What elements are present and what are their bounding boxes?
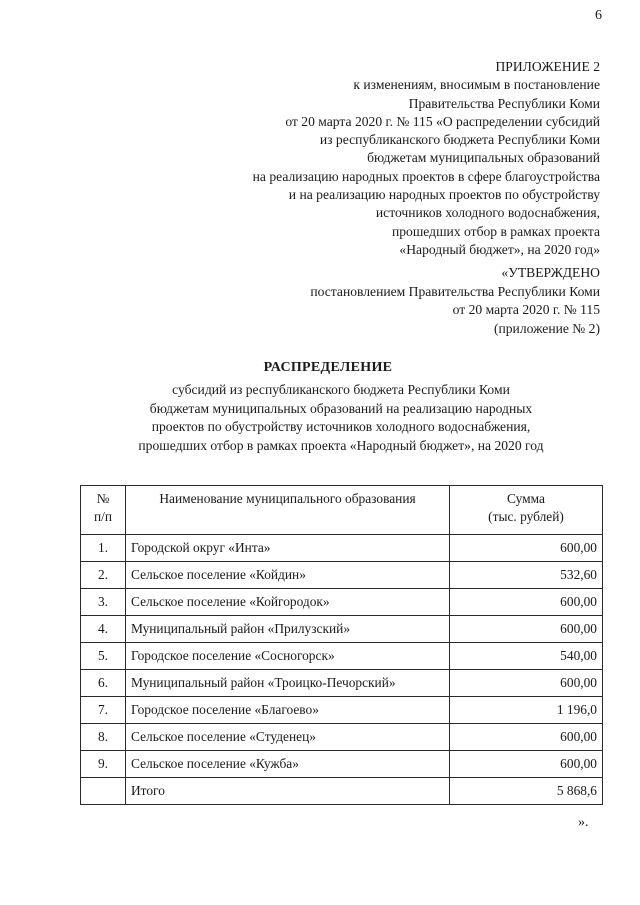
table-row	[81, 589, 603, 616]
appendix-header	[253, 58, 600, 259]
row-sum: 600,00	[450, 751, 603, 778]
row-name: Сельское поселение «Койдин»	[126, 562, 450, 589]
row-name: Городской округ «Инта»	[126, 535, 450, 562]
table-row	[81, 724, 603, 751]
table-row	[81, 535, 603, 562]
table-row	[81, 616, 603, 643]
subtitle-line: проектов по обустройству источников холодного водоснабжения,	[151, 419, 531, 435]
approved-line: от 20 марта 2020 г. № 115	[452, 302, 600, 318]
total-label: Итого	[126, 778, 450, 805]
row-number: 7.	[81, 697, 126, 724]
table-row	[81, 643, 603, 670]
appendix-line: бюджетам муниципальных образований	[367, 150, 600, 166]
row-sum: 600,00	[450, 670, 603, 697]
row-name: Городское поселение «Благоево»	[126, 697, 450, 724]
row-name: Городское поселение «Сосногорск»	[126, 643, 450, 670]
approved-line: (приложение № 2)	[493, 320, 600, 336]
appendix-line: от 20 марта 2020 г. № 115 «О распределении субсидий	[285, 113, 600, 129]
total-number	[81, 778, 126, 805]
row-sum: 600,00	[450, 589, 603, 616]
appendix-line: источников холодного водоснабжения,	[375, 205, 600, 221]
row-name: Муниципальный район «Троицко-Печорский»	[126, 670, 450, 697]
approved-line: постановлением Правительства Республики Коми	[310, 283, 600, 299]
table-row	[81, 670, 603, 697]
header-number: № п/п	[81, 486, 126, 535]
document-subtitle	[0, 381, 640, 455]
row-number: 2.	[81, 562, 126, 589]
row-sum: 532,60	[450, 562, 603, 589]
row-name: Муниципальный район «Прилузский»	[126, 616, 450, 643]
row-number: 9.	[81, 751, 126, 778]
appendix-line: к изменениям, вносимым в постановление	[353, 77, 600, 93]
appendix-line: из республиканского бюджета Республики Коми	[319, 132, 600, 148]
row-name: Сельское поселение «Койгородок»	[126, 589, 450, 616]
table-row	[81, 751, 603, 778]
table-row	[81, 562, 603, 589]
row-number: 3.	[81, 589, 126, 616]
appendix-line: Правительства Республики Коми	[408, 95, 600, 111]
approval-stamp	[310, 264, 600, 338]
closing-quote: ».	[578, 815, 589, 830]
appendix-title: ПРИЛОЖЕНИЕ 2	[495, 59, 600, 74]
appendix-line: прошедших отбор в рамках проекта	[391, 223, 600, 239]
row-number: 1.	[81, 535, 126, 562]
header-sum: Сумма (тыс. рублей)	[450, 486, 603, 535]
subtitle-line: субсидий из республиканского бюджета Республики Коми	[172, 382, 510, 397]
subsidy-table	[80, 485, 603, 805]
subtitle-line: бюджетам муниципальных образований на реализацию народных	[149, 400, 533, 416]
row-name: Сельское поселение «Студенец»	[126, 724, 450, 751]
row-sum: 600,00	[450, 535, 603, 562]
table-row	[81, 697, 603, 724]
table-header-row	[81, 486, 603, 535]
header-name: Наименование муниципального образования	[126, 486, 450, 535]
table-total-row	[81, 778, 603, 805]
approved-heading: «УТВЕРЖДЕНО	[501, 265, 600, 280]
row-sum: 540,00	[450, 643, 603, 670]
row-number: 4.	[81, 616, 126, 643]
appendix-line: «Народный бюджет», на 2020 год»	[399, 241, 600, 257]
row-sum: 1 196,0	[450, 697, 603, 724]
subtitle-line: прошедших отбор в рамках проекта «Народный бюджет», на 2020 год	[138, 437, 544, 453]
document-title: РАСПРЕДЕЛЕНИЕ	[263, 360, 393, 375]
row-number: 5.	[81, 643, 126, 670]
row-number: 6.	[81, 670, 126, 697]
row-number: 8.	[81, 724, 126, 751]
total-sum: 5 868,6	[450, 778, 603, 805]
row-sum: 600,00	[450, 724, 603, 751]
page-number: 6	[595, 8, 602, 23]
row-sum: 600,00	[450, 616, 603, 643]
appendix-line: на реализацию народных проектов в сфере благоустройства	[252, 168, 600, 184]
row-name: Сельское поселение «Кужба»	[126, 751, 450, 778]
appendix-line: и на реализацию народных проектов по обустройству	[288, 187, 600, 203]
